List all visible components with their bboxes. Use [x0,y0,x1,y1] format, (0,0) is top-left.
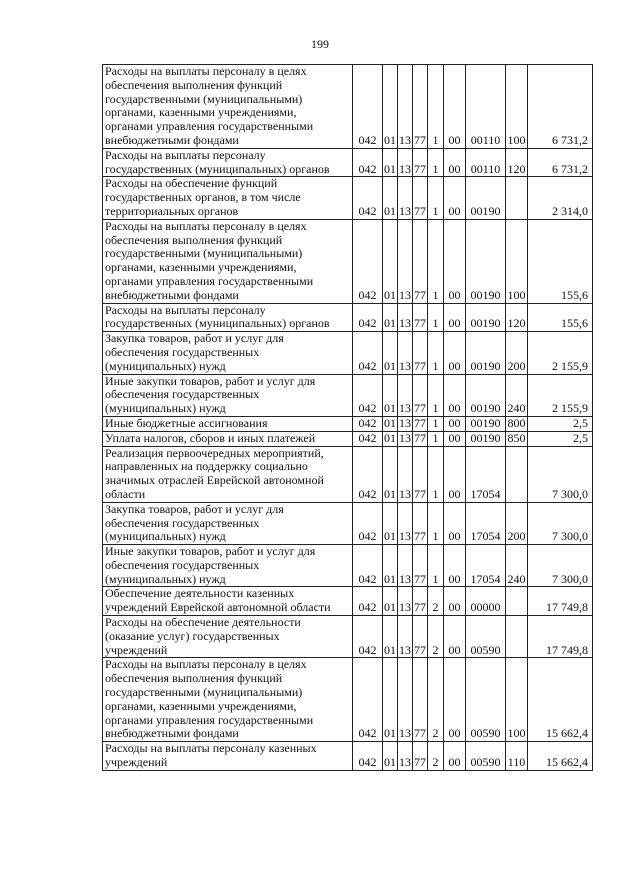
program-code: 77 [413,303,428,332]
description-line: учреждений Еврейской автономной области [105,600,331,615]
description-line: органами, казенными учреждениями, [105,698,297,713]
page-number: 199 [311,37,329,51]
table-row [103,219,593,303]
subprogram-code: 1 [428,65,444,149]
subprogram-code: 1 [428,431,444,446]
subprogram-code: 1 [428,416,444,431]
subprogram-code: 1 [428,148,444,177]
ministry-code: 042 [353,446,383,502]
expense-description [103,416,353,431]
main-event-code: 00 [444,65,466,149]
table-row [103,148,593,177]
table-row [103,502,593,544]
amount: 155,6 [528,303,593,332]
description-line: учреждений [105,642,168,657]
description-line: Расходы на выплаты персоналу [105,148,266,162]
description-line: Иные закупки товаров, работ и услуг для [105,544,316,559]
subprogram-code: 1 [428,446,444,502]
description-line: государственными (муниципальными) [105,246,303,261]
description-line: Закупка товаров, работ и услуг для [105,502,284,516]
subprogram-code: 2 [428,616,444,658]
subprogram-code: 1 [428,177,444,219]
description-line: Расходы на обеспечение деятельности [105,615,301,630]
main-event-code: 00 [444,219,466,303]
main-event-code: 00 [444,587,466,616]
description-line: территориальных органов [105,203,239,218]
expense-type-code: 800 [507,416,526,430]
main-event-code: 00 [444,431,466,446]
description-line: Расходы на выплаты персоналу в целях [105,657,307,672]
ministry-code: 042 [353,587,383,616]
direction-code: 17054 [466,545,506,587]
description-line: обеспечения выполнения функций [105,671,283,686]
subsection-code: 13 [399,416,411,430]
main-event-code: 00 [444,446,466,502]
table-row [103,303,593,332]
description-line: (муниципальных) нужд [105,358,226,373]
expense-type-code: 120 [506,303,528,332]
description-line: органами управления государственными [105,712,314,727]
section-code: 01 [383,587,398,616]
amount: 7 300,0 [528,545,593,587]
description-line: органами, казенными учреждениями, [105,260,297,275]
expense-description [103,303,353,332]
expense-type-code: 100 [506,219,528,303]
ministry-code: 042 [353,742,383,771]
main-event-code: 00 [444,502,466,544]
expense-description [103,431,353,446]
subprogram-code: 1 [428,219,444,303]
section-code: 01 [384,431,396,445]
section-code: 01 [383,374,398,416]
subsection-code: 13 [398,502,413,544]
table-row [103,431,593,446]
amount: 15 662,4 [528,742,593,771]
table-row [103,545,593,587]
ministry-code: 042 [353,148,383,177]
table-row [103,587,593,616]
description-line: государственных (муниципальных) органов [105,161,330,176]
description-line: (муниципальных) нужд [105,571,226,586]
program-code: 77 [413,742,428,771]
program-code: 77 [413,616,428,658]
ministry-code: 042 [353,65,383,149]
table-row [103,416,593,431]
description-line: государственными (муниципальными) [105,685,303,700]
amount: 6 731,2 [528,65,593,149]
amount: 2,5 [528,431,593,446]
section-code: 01 [383,303,398,332]
section-code: 01 [383,502,398,544]
expense-type-code: 240 [506,374,528,416]
expense-description [103,587,353,616]
description-line: органами, казенными учреждениями, [105,105,297,120]
subprogram-code: 1 [428,545,444,587]
description-line: области [105,486,146,501]
expense-type-code: 240 [506,545,528,587]
direction-code: 00190 [466,332,506,374]
description-line: Закупка товаров, работ и услуг для [105,331,284,346]
section-code: 01 [383,332,398,374]
main-event-code: 00 [444,742,466,771]
expense-description [103,219,353,303]
expense-description [103,502,353,544]
expense-type-code [506,616,528,658]
program-code: 77 [413,65,428,149]
description-line: Расходы на выплаты персоналу [105,303,266,317]
section-code: 01 [383,616,398,658]
section-code: 01 [383,742,398,771]
subsection-code: 13 [398,177,413,219]
amount: 2 155,9 [528,332,593,374]
table-row [103,742,593,771]
expense-type-code [506,446,528,502]
main-event-code: 00 [444,545,466,587]
direction-code: 17054 [466,502,506,544]
section-code: 01 [383,658,398,742]
section-code: 01 [383,545,398,587]
program-code: 77 [413,148,428,177]
expense-type-code: 100 [506,65,528,149]
description-line: обеспечения государственных [105,557,260,572]
expense-type-code: 200 [506,332,528,374]
table-row [103,177,593,219]
subsection-code: 13 [398,219,413,303]
description-line: Расходы на обеспечение функций [105,176,278,191]
ministry-code: 042 [353,374,383,416]
subsection-code: 13 [398,446,413,502]
description-line: Иные бюджетные ассигнования [105,416,268,430]
ministry-code: 042 [353,416,383,431]
description-line: внебюджетными фондами [105,132,239,147]
section-code: 01 [383,446,398,502]
description-line: (оказание услуг) государственных [105,628,280,643]
ministry-code: 042 [353,303,383,332]
ministry-code: 042 [353,545,383,587]
description-line: Уплата налогов, сборов и иных платежей [105,431,316,445]
description-line: государственных органов, в том числе [105,190,301,205]
description-line: обеспечения государственных [105,387,260,402]
section-code: 01 [384,416,396,430]
expense-description [103,148,353,177]
subsection-code: 13 [398,148,413,177]
ministry-code: 042 [353,616,383,658]
direction-code: 00190 [466,303,506,332]
main-event-code: 00 [444,616,466,658]
expense-type-code: 200 [506,502,528,544]
amount: 2 155,9 [528,374,593,416]
amount: 2 314,0 [528,177,593,219]
table-row [103,374,593,416]
table-row [103,332,593,374]
expense-type-code [506,177,528,219]
subprogram-code: 1 [428,374,444,416]
main-event-code: 00 [444,148,466,177]
ministry-code: 042 [353,177,383,219]
amount: 7 300,0 [528,502,593,544]
amount: 6 731,2 [528,148,593,177]
main-event-code: 00 [444,303,466,332]
expense-type-code: 850 [507,431,526,445]
expense-description [103,446,353,502]
program-code: 77 [413,332,428,374]
main-event-code: 00 [444,416,466,431]
subsection-code: 13 [398,742,413,771]
ministry-code: 042 [353,219,383,303]
subprogram-code: 2 [428,742,444,771]
amount: 17 749,8 [528,616,593,658]
section-code: 01 [383,148,398,177]
expense-type-code: 120 [506,148,528,177]
description-line: органами управления государственными [105,273,314,288]
description-line: Обеспечение деятельности казенных [105,586,295,601]
expense-type-code: 110 [506,742,528,771]
expense-description [103,177,353,219]
program-code: 77 [414,431,426,445]
description-line: Расходы на выплаты персоналу в целях [105,219,307,233]
section-code: 01 [383,219,398,303]
ministry-code: 042 [353,332,383,374]
program-code: 77 [413,177,428,219]
table-row [103,446,593,502]
amount: 7 300,0 [528,446,593,502]
subprogram-code: 1 [428,502,444,544]
ministry-code: 042 [353,658,383,742]
expense-description [103,545,353,587]
subsection-code: 13 [398,332,413,374]
description-line: Расходы на выплаты персоналу казенных [105,741,317,756]
description-line: органами управления государственными [105,119,314,134]
direction-code: 00190 [466,431,506,446]
expense-type-code: 100 [506,658,528,742]
description-line: (муниципальных) нужд [105,529,226,544]
table-row [103,65,593,149]
section-code: 01 [383,177,398,219]
subprogram-code: 1 [428,303,444,332]
subsection-code: 13 [398,303,413,332]
description-line: государственными (муниципальными) [105,91,303,106]
amount: 15 662,4 [528,658,593,742]
direction-code: 00590 [466,742,506,771]
budget-table [102,64,593,771]
description-line: (муниципальных) нужд [105,401,226,416]
ministry-code: 042 [353,431,383,446]
description-line: Расходы на выплаты персоналу в целях [105,64,307,78]
subsection-code: 13 [398,616,413,658]
table-row [103,658,593,742]
description-line: государственных (муниципальных) органов [105,316,330,331]
direction-code: 00590 [466,616,506,658]
program-code: 77 [413,219,428,303]
description-line: обеспечения государственных [105,344,260,359]
section-code: 01 [383,65,398,149]
program-code: 77 [414,416,426,430]
subsection-code: 13 [398,658,413,742]
subsection-code: 13 [398,374,413,416]
main-event-code: 00 [444,332,466,374]
program-code: 77 [413,374,428,416]
subsection-code: 13 [398,545,413,587]
program-code: 77 [413,587,428,616]
expense-description [103,658,353,742]
amount: 155,6 [528,219,593,303]
direction-code: 00000 [466,587,506,616]
description-line: внебюджетными фондами [105,287,239,302]
description-line: учреждений [105,755,168,770]
description-line: значимых отраслей Еврейской автономной [105,473,324,488]
direction-code: 00190 [466,219,506,303]
direction-code: 00190 [466,416,506,431]
program-code: 77 [413,446,428,502]
program-code: 77 [413,658,428,742]
expense-description [103,332,353,374]
description-line: внебюджетными фондами [105,726,239,741]
description-line: направленных на поддержку социально [105,459,308,474]
direction-code: 00190 [466,177,506,219]
description-line: Реализация первоочередных мероприятий, [105,446,324,460]
direction-code: 17054 [466,446,506,502]
main-event-code: 00 [444,177,466,219]
program-code: 77 [413,502,428,544]
main-event-code: 00 [444,374,466,416]
description-line: обеспечения государственных [105,515,260,530]
description-line: Иные закупки товаров, работ и услуг для [105,374,316,388]
table-body [103,65,593,771]
program-code: 77 [413,545,428,587]
direction-code: 00110 [466,148,506,177]
expense-description [103,374,353,416]
table-row [103,616,593,658]
description-line: обеспечения выполнения функций [105,232,283,247]
amount: 2,5 [528,416,593,431]
main-event-code: 00 [444,658,466,742]
expense-type-code [506,587,528,616]
subprogram-code: 2 [428,587,444,616]
subprogram-code: 1 [428,332,444,374]
expense-description [103,616,353,658]
subsection-code: 13 [399,431,411,445]
subprogram-code: 2 [428,658,444,742]
ministry-code: 042 [353,502,383,544]
subsection-code: 13 [398,587,413,616]
direction-code: 00190 [466,374,506,416]
description-line: обеспечения выполнения функций [105,77,283,92]
expense-description [103,742,353,771]
direction-code: 00590 [466,658,506,742]
direction-code: 00110 [466,65,506,149]
expense-description [103,65,353,149]
subsection-code: 13 [398,65,413,149]
amount: 17 749,8 [528,587,593,616]
